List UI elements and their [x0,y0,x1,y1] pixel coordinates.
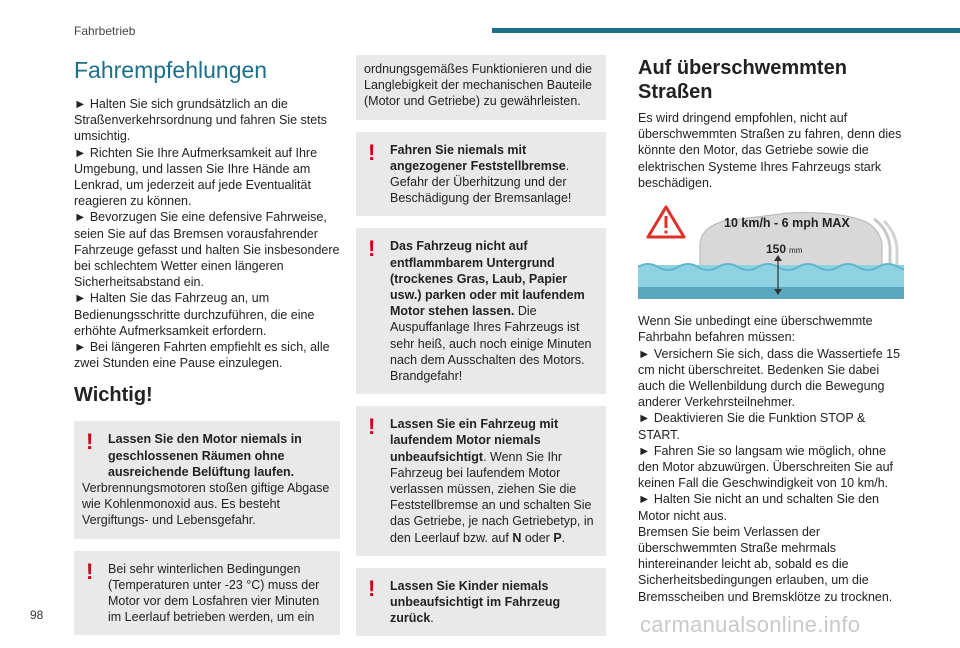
exclamation-icon: ! [368,139,376,165]
warning-box [356,568,606,637]
exclamation-icon: ! [368,575,376,601]
page-number: 98 [30,608,44,622]
paragraph: ► Bevorzugen Sie eine defensive Fahrweise, seien Sie auf das Bremsen vorausfahrender Fahrzeuge gefasst und halten Sie insbesondere bei schlechtem Wetter einen längeren Sicherheitsabstand ein. [74,210,340,290]
column-right [638,56,904,605]
paragraph: ► Versichern Sie sich, dass die Wassertiefe 15 cm nicht überschreitet. Bedenken Sie dabei auch die Wellenbildung durch die Bewegung anderer Verkehrsteilnehmer. [638,346,901,410]
warning-box-heading: Lassen Sie Kinder niemals unbeaufsichtigt im Fahrzeug zurück [390,578,561,626]
gear-n-label: N [512,530,522,545]
paragraph: ► Bei längeren Fahrten empfiehlt es sich, alle zwei Stunden eine Pause einzulegen. [74,340,330,371]
exclamation-icon: ! [86,558,94,584]
gear-p-label: P [553,530,562,545]
watermark: carmanualsonline.info [640,612,861,637]
header-accent-bar [492,28,960,33]
warning-box [356,406,606,556]
warning-box [74,421,340,538]
column-left [74,56,340,635]
warning-box-heading: Das Fahrzeug nicht auf entflammbarem Untergrund (trockenes Gras, Laub, Papier usw.) parken oder mit laufendem Motor stehen lassen. [390,239,585,319]
depth-value: 150 [766,242,787,257]
speed-limit-label: 10 km/h - 6 mph MAX [724,216,850,231]
warning-box-heading: Lassen Sie den Motor niemals in geschlossenen Räumen ohne ausreichende Belüftung laufen. [108,432,302,479]
warning-box [356,228,606,394]
paragraph: Es wird dringend empfohlen, nicht auf überschwemmten Straßen zu fahren, denn dies könnte den Motor, das Getriebe sowie die elektrischen Systeme Ihres Fahrzeugs stark beschädigen. [638,111,902,190]
column-middle [356,55,606,648]
section-header: Fahrbetrieb [74,24,136,38]
warning-heading: Wichtig! [74,384,153,407]
depth-unit: mm [789,246,803,256]
warning-box-text: Verbrennungsmotoren stoßen giftige Abgase wie Kohlenmonoxid aus. Es besteht Vergiftungs- und Lebensgefahr. [82,481,330,528]
warning-box-continued [356,55,606,120]
warning-box-text: . Gefahr der Überhitzung und der Beschädigung der Bremsanlage! [390,158,572,206]
water-icon [638,264,904,299]
warning-box-text: . Wenn Sie Ihr Fahrzeug bei laufendem Motor verlassen müssen, ziehen Sie die Feststellbremse an und schalten Sie das Getriebe, je nach Getriebetyp, in den Leerlauf bzw. auf [390,449,594,545]
paragraph: ► Halten Sie nicht an und schalten Sie den Motor nicht aus. [638,492,879,523]
paragraph: ► Fahren Sie so langsam wie möglich, ohne den Motor abzuwürgen. Überschreiten Sie auf keinen Fall die Geschwindigkeit von 10 km/h. [638,443,894,491]
warning-box-heading: Lassen Sie ein Fahrzeug mit laufendem Motor niemals unbeaufsichtigt [390,417,559,464]
text-end: . [561,530,566,545]
flooded-road-illustration [638,203,904,299]
exclamation-icon: ! [368,414,376,440]
exclamation-icon: ! [368,236,376,262]
section-heading: Auf überschwemmten Straßen [638,57,847,103]
warning-box-text: ordnungsgemäßes Funktionieren und die Langlebigkeit der mechanischen Bauteile (Motor und Getriebe) zu gewährleisten. [364,62,592,109]
exclamation-icon: ! [86,429,94,455]
text-or: oder [521,530,554,545]
section-title: Fahrempfehlungen [74,57,268,83]
paragraph: Bremsen Sie beim Verlassen der überschwemmten Straße mehrmals hintereinander leicht ab, sobald es die Sicherheitsbedingungen erlauben, um die Bremsscheiben und Bremsklötze zu trocknen. [638,524,893,604]
paragraph: ► Halten Sie sich grundsätzlich an die Straßenverkehrsordnung und fahren Sie stets umsichtig. [74,97,327,144]
text-end: . [430,611,434,626]
warning-box-heading: Fahren Sie niemals mit angezogener Feststellbremse [390,142,566,173]
warning-box-text: Die Auspuffanlage Ihres Fahrzeugs ist sehr heiß, auch noch einige Minuten nach dem Ausschalten des Motors. Brandgefahr! [390,304,592,384]
warning-box [356,132,606,217]
warning-box [74,551,340,636]
paragraph: ► Richten Sie Ihre Aufmerksamkeit auf Ihre Umgebung, und lassen Sie Ihre Hände am Lenkrad, um jederzeit auf jede Eventualität reagieren zu können. [74,145,318,209]
warning-box-text: Bei sehr winterlichen Bedingungen (Temperaturen unter -23 °C) muss der Motor vor dem Losfahren vier Minuten im Leerlauf betrieben werden, um ein [108,561,320,625]
paragraph: ► Deaktivieren Sie die Funktion STOP & START. [638,411,866,442]
paragraph: ► Halten Sie das Fahrzeug an, um Bedienungsschritte durchzuführen, die eine erhöhte Aufmerksamkeit erfordern. [74,291,315,338]
paragraph: Wenn Sie unbedingt eine überschwemmte Fahrbahn befahren müssen: [638,314,873,345]
